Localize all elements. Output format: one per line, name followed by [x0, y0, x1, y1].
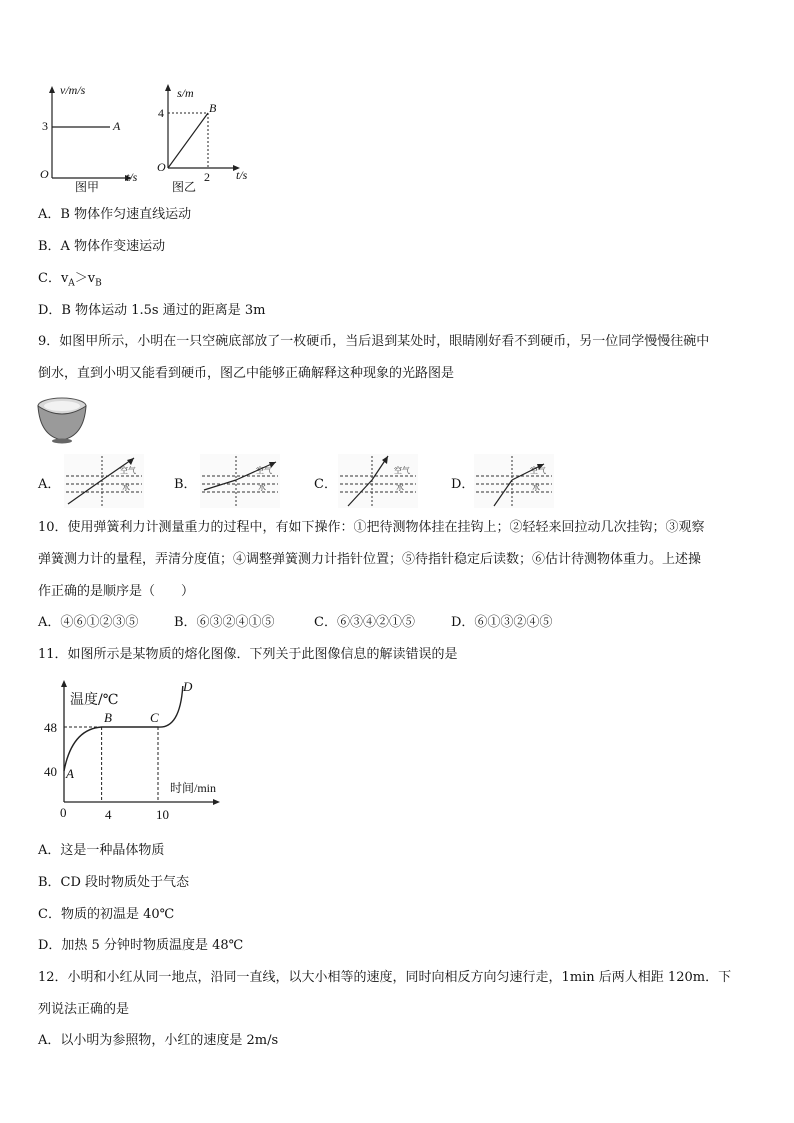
q8-c-prefix: C．v: [38, 271, 69, 286]
q10-line3: 作正确的是顺序是（ ）: [38, 584, 195, 599]
q12-option-a: A．以小明为参照物，小红的速度是 2m/s: [38, 1033, 279, 1048]
melt-xtick-10: 10: [156, 807, 169, 822]
q10-option-a: A．④⑥①②③⑤: [38, 615, 139, 630]
q10-option-c: C．⑥③④②①⑤: [314, 615, 415, 630]
q11-option-c: C．物质的初温是 40℃: [38, 907, 175, 922]
svg-text:空气: 空气: [530, 466, 546, 475]
q8-c-sub1: A: [68, 278, 75, 289]
melt-point-b: B: [104, 710, 112, 725]
q9-line1: 9．如图甲所示，小明在一只空碗底部放了一枚硬币，当后退到某处时，眼睛刚好看不到硬币，另一位同学慢慢往碗中: [38, 334, 710, 349]
jia-ylabel: v/m/s: [60, 83, 86, 97]
q9-option-a-label: A．: [38, 477, 61, 492]
q8-option-d: D．B 物体运动 1.5s 通过的距离是 3m: [38, 303, 266, 318]
svg-text:空气: 空气: [394, 466, 410, 475]
melt-ytick-40: 40: [44, 764, 57, 779]
q9-option-b-label: B．: [174, 477, 197, 492]
q9-option-d-label: D．: [451, 477, 475, 492]
q10-option-d: D．⑥①③②④⑤: [451, 615, 553, 630]
q11-stem: 11．如图所示是某物质的熔化图像．下列关于此图像信息的解读错误的是: [38, 647, 458, 662]
melt-point-c: C: [150, 710, 159, 725]
melt-xtick-4: 4: [105, 807, 112, 822]
q9-line2: 倒水，直到小明又能看到硬币，图乙中能够正确解释这种现象的光路图是: [38, 366, 455, 381]
q11-option-a: A．这是一种晶体物质: [38, 843, 165, 858]
melt-xlabel: 时间/min: [170, 781, 217, 795]
q8-c-mid: ＞v: [74, 271, 96, 286]
yi-origin: O: [157, 160, 166, 174]
yi-caption: 图乙: [172, 180, 197, 194]
q8-c-sub2: B: [95, 278, 102, 289]
jia-ytick: 3: [42, 119, 48, 133]
yi-point-label: B: [209, 101, 217, 115]
melt-x-arrow: [213, 799, 220, 805]
melt-point-d: D: [183, 679, 193, 694]
q12-line1: 12．小明和小红从同一地点，沿同一直线，以大小相等的速度，同时向相反方向匀速行走，1min 后两人相距 120m．下: [38, 970, 732, 985]
yi-ylabel: s/m: [177, 86, 194, 100]
q12-line2: 列说法正确的是: [38, 1002, 130, 1017]
q8-option-b: B．A 物体作变速运动: [38, 239, 166, 254]
svg-text:水: 水: [258, 483, 266, 492]
svg-text:空气: 空气: [120, 466, 136, 475]
svg-text:空气: 空气: [256, 466, 272, 475]
svg-text:水: 水: [396, 483, 404, 492]
melt-xtick-0: 0: [60, 805, 67, 820]
melt-ylabel: 温度/℃: [70, 692, 119, 708]
jia-line-label: A: [113, 119, 121, 133]
svg-text:水: 水: [532, 483, 540, 492]
yi-xtick: 2: [204, 170, 210, 184]
q8-option-a: A．B 物体作匀速直线运动: [38, 207, 192, 222]
q11-option-d: D．加热 5 分钟时物质温度是 48℃: [38, 938, 244, 953]
q10-option-b: B．⑥③②④①⑤: [174, 615, 275, 630]
yi-xlabel: t/s: [236, 168, 248, 182]
jia-origin: O: [40, 167, 49, 181]
q11-option-b: B．CD 段时物质处于气态: [38, 875, 190, 890]
yi-ytick: 4: [158, 106, 164, 120]
melt-point-a: A: [66, 766, 74, 781]
svg-text:水: 水: [122, 483, 130, 492]
q10-line1: 10．使用弹簧利力计测量重力的过程中，有如下操作：①把待测物体挂在挂钩上；②轻轻来回拉动几次挂钩；③观察: [38, 520, 705, 535]
jia-caption: 图甲: [75, 180, 100, 194]
q9-option-c-label: C．: [314, 477, 337, 492]
q10-line2: 弹簧测力计的量程，弄清分度值；④调整弹簧测力计指针位置；⑤待指针稳定后读数；⑥估计待测物体重力。上述操: [38, 552, 702, 567]
melt-y-arrow: [61, 680, 67, 687]
jia-xlabel: t/s: [126, 170, 138, 184]
melt-ytick-48: 48: [44, 720, 57, 735]
